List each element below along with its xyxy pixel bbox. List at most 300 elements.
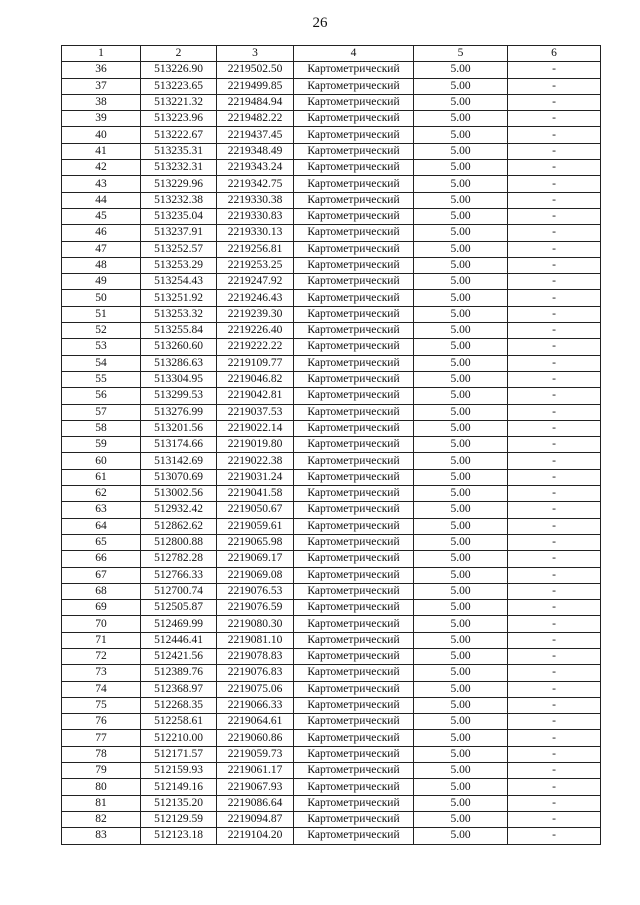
table-body	[62, 46, 601, 845]
x-coordinate-cell: 513201.56	[141, 420, 217, 436]
x-coordinate-cell: 512421.56	[141, 648, 217, 664]
accuracy-cell: 5.00	[414, 339, 508, 355]
y-coordinate-cell: 2219075.06	[217, 681, 294, 697]
table-row	[62, 763, 601, 779]
method-cell: Картометрический	[294, 763, 414, 779]
method-cell: Картометрический	[294, 567, 414, 583]
accuracy-cell: 5.00	[414, 143, 508, 159]
x-coordinate-cell: 512171.57	[141, 746, 217, 762]
description-cell: -	[508, 779, 601, 795]
method-cell: Картометрический	[294, 208, 414, 224]
y-coordinate-cell: 2219061.17	[217, 763, 294, 779]
accuracy-cell: 5.00	[414, 828, 508, 844]
method-cell: Картометрический	[294, 176, 414, 192]
x-coordinate-cell: 513229.96	[141, 176, 217, 192]
table-row	[62, 420, 601, 436]
x-coordinate-cell: 513232.31	[141, 160, 217, 176]
description-cell: -	[508, 600, 601, 616]
point-number-cell: 56	[62, 388, 141, 404]
description-cell: -	[508, 371, 601, 387]
accuracy-cell: 5.00	[414, 274, 508, 290]
point-number-cell: 80	[62, 779, 141, 795]
method-cell: Картометрический	[294, 665, 414, 681]
accuracy-cell: 5.00	[414, 502, 508, 518]
y-coordinate-cell: 2219239.30	[217, 306, 294, 322]
point-number-cell: 64	[62, 518, 141, 534]
point-number-cell: 50	[62, 290, 141, 306]
accuracy-cell: 5.00	[414, 469, 508, 485]
table-row	[62, 225, 601, 241]
y-coordinate-cell: 2219069.08	[217, 567, 294, 583]
x-coordinate-cell: 512800.88	[141, 534, 217, 550]
accuracy-cell: 5.00	[414, 486, 508, 502]
point-number-cell: 47	[62, 241, 141, 257]
description-cell: -	[508, 648, 601, 664]
x-coordinate-cell: 512368.97	[141, 681, 217, 697]
y-coordinate-cell: 2219076.53	[217, 583, 294, 599]
description-cell: -	[508, 274, 601, 290]
point-number-cell: 59	[62, 437, 141, 453]
table-row	[62, 192, 601, 208]
accuracy-cell: 5.00	[414, 241, 508, 257]
x-coordinate-cell: 513235.31	[141, 143, 217, 159]
description-cell: -	[508, 127, 601, 143]
method-cell: Картометрический	[294, 290, 414, 306]
x-coordinate-cell: 513235.04	[141, 208, 217, 224]
x-coordinate-cell: 513252.57	[141, 241, 217, 257]
table-row	[62, 160, 601, 176]
y-coordinate-cell: 2219482.22	[217, 111, 294, 127]
point-number-cell: 55	[62, 371, 141, 387]
description-cell: -	[508, 486, 601, 502]
description-cell: -	[508, 795, 601, 811]
table-row	[62, 143, 601, 159]
table-row	[62, 697, 601, 713]
point-number-cell: 40	[62, 127, 141, 143]
point-number-cell: 38	[62, 94, 141, 110]
accuracy-cell: 5.00	[414, 600, 508, 616]
table-row	[62, 453, 601, 469]
table-row	[62, 583, 601, 599]
description-cell: -	[508, 534, 601, 550]
x-coordinate-cell: 513286.63	[141, 355, 217, 371]
point-number-cell: 72	[62, 648, 141, 664]
x-coordinate-cell: 513299.53	[141, 388, 217, 404]
point-number-cell: 61	[62, 469, 141, 485]
accuracy-cell: 5.00	[414, 323, 508, 339]
accuracy-cell: 5.00	[414, 192, 508, 208]
table-row	[62, 241, 601, 257]
method-cell: Картометрический	[294, 828, 414, 844]
point-number-cell: 44	[62, 192, 141, 208]
point-number-cell: 67	[62, 567, 141, 583]
method-cell: Картометрический	[294, 534, 414, 550]
method-cell: Картометрический	[294, 62, 414, 78]
table-row	[62, 274, 601, 290]
x-coordinate-cell: 512129.59	[141, 811, 217, 827]
method-cell: Картометрический	[294, 94, 414, 110]
x-coordinate-cell: 512149.16	[141, 779, 217, 795]
x-coordinate-cell: 513260.60	[141, 339, 217, 355]
point-number-cell: 66	[62, 551, 141, 567]
coordinates-table	[61, 45, 601, 845]
point-number-cell: 48	[62, 257, 141, 273]
point-number-cell: 70	[62, 616, 141, 632]
point-number-cell: 39	[62, 111, 141, 127]
header-cell-5: 5	[414, 46, 508, 62]
point-number-cell: 43	[62, 176, 141, 192]
description-cell: -	[508, 746, 601, 762]
description-cell: -	[508, 828, 601, 844]
accuracy-cell: 5.00	[414, 453, 508, 469]
point-number-cell: 52	[62, 323, 141, 339]
description-cell: -	[508, 665, 601, 681]
y-coordinate-cell: 2219022.38	[217, 453, 294, 469]
accuracy-cell: 5.00	[414, 404, 508, 420]
point-number-cell: 75	[62, 697, 141, 713]
table-row	[62, 437, 601, 453]
y-coordinate-cell: 2219222.22	[217, 339, 294, 355]
point-number-cell: 46	[62, 225, 141, 241]
table-row	[62, 714, 601, 730]
point-number-cell: 79	[62, 763, 141, 779]
table-row	[62, 127, 601, 143]
method-cell: Картометрический	[294, 355, 414, 371]
x-coordinate-cell: 512505.87	[141, 600, 217, 616]
table-row	[62, 567, 601, 583]
method-cell: Картометрический	[294, 323, 414, 339]
y-coordinate-cell: 2219484.94	[217, 94, 294, 110]
header-cell-1: 1	[62, 46, 141, 62]
y-coordinate-cell: 2219066.33	[217, 697, 294, 713]
accuracy-cell: 5.00	[414, 78, 508, 94]
accuracy-cell: 5.00	[414, 551, 508, 567]
accuracy-cell: 5.00	[414, 160, 508, 176]
method-cell: Картометрический	[294, 632, 414, 648]
x-coordinate-cell: 512159.93	[141, 763, 217, 779]
description-cell: -	[508, 404, 601, 420]
y-coordinate-cell: 2219050.67	[217, 502, 294, 518]
accuracy-cell: 5.00	[414, 420, 508, 436]
x-coordinate-cell: 513070.69	[141, 469, 217, 485]
accuracy-cell: 5.00	[414, 763, 508, 779]
point-number-cell: 77	[62, 730, 141, 746]
x-coordinate-cell: 512469.99	[141, 616, 217, 632]
accuracy-cell: 5.00	[414, 746, 508, 762]
description-cell: -	[508, 551, 601, 567]
accuracy-cell: 5.00	[414, 518, 508, 534]
accuracy-cell: 5.00	[414, 779, 508, 795]
method-cell: Картометрический	[294, 225, 414, 241]
table-row	[62, 828, 601, 844]
y-coordinate-cell: 2219086.64	[217, 795, 294, 811]
x-coordinate-cell: 513253.29	[141, 257, 217, 273]
description-cell: -	[508, 420, 601, 436]
point-number-cell: 45	[62, 208, 141, 224]
table-row	[62, 469, 601, 485]
point-number-cell: 82	[62, 811, 141, 827]
description-cell: -	[508, 339, 601, 355]
y-coordinate-cell: 2219247.92	[217, 274, 294, 290]
point-number-cell: 74	[62, 681, 141, 697]
table-row	[62, 534, 601, 550]
description-cell: -	[508, 257, 601, 273]
table-row	[62, 208, 601, 224]
description-cell: -	[508, 78, 601, 94]
method-cell: Картометрический	[294, 714, 414, 730]
x-coordinate-cell: 512766.33	[141, 567, 217, 583]
method-cell: Картометрический	[294, 339, 414, 355]
y-coordinate-cell: 2219042.81	[217, 388, 294, 404]
description-cell: -	[508, 111, 601, 127]
table-row	[62, 600, 601, 616]
x-coordinate-cell: 513251.92	[141, 290, 217, 306]
y-coordinate-cell: 2219330.83	[217, 208, 294, 224]
description-cell: -	[508, 62, 601, 78]
y-coordinate-cell: 2219046.82	[217, 371, 294, 387]
header-cell-4: 4	[294, 46, 414, 62]
y-coordinate-cell: 2219330.13	[217, 225, 294, 241]
x-coordinate-cell: 513221.32	[141, 94, 217, 110]
x-coordinate-cell: 512446.41	[141, 632, 217, 648]
x-coordinate-cell: 513223.65	[141, 78, 217, 94]
point-number-cell: 62	[62, 486, 141, 502]
x-coordinate-cell: 512782.28	[141, 551, 217, 567]
accuracy-cell: 5.00	[414, 616, 508, 632]
x-coordinate-cell: 513237.91	[141, 225, 217, 241]
x-coordinate-cell: 512268.35	[141, 697, 217, 713]
description-cell: -	[508, 616, 601, 632]
description-cell: -	[508, 208, 601, 224]
accuracy-cell: 5.00	[414, 583, 508, 599]
point-number-cell: 42	[62, 160, 141, 176]
point-number-cell: 60	[62, 453, 141, 469]
accuracy-cell: 5.00	[414, 437, 508, 453]
y-coordinate-cell: 2219343.24	[217, 160, 294, 176]
accuracy-cell: 5.00	[414, 371, 508, 387]
x-coordinate-cell: 512700.74	[141, 583, 217, 599]
table-row	[62, 388, 601, 404]
y-coordinate-cell: 2219031.24	[217, 469, 294, 485]
point-number-cell: 41	[62, 143, 141, 159]
y-coordinate-cell: 2219094.87	[217, 811, 294, 827]
description-cell: -	[508, 176, 601, 192]
description-cell: -	[508, 502, 601, 518]
accuracy-cell: 5.00	[414, 534, 508, 550]
description-cell: -	[508, 160, 601, 176]
method-cell: Картометрический	[294, 600, 414, 616]
description-cell: -	[508, 811, 601, 827]
point-number-cell: 37	[62, 78, 141, 94]
table-row	[62, 371, 601, 387]
y-coordinate-cell: 2219064.61	[217, 714, 294, 730]
method-cell: Картометрический	[294, 453, 414, 469]
accuracy-cell: 5.00	[414, 62, 508, 78]
description-cell: -	[508, 388, 601, 404]
method-cell: Картометрический	[294, 388, 414, 404]
method-cell: Картометрический	[294, 371, 414, 387]
method-cell: Картометрический	[294, 648, 414, 664]
description-cell: -	[508, 241, 601, 257]
y-coordinate-cell: 2219437.45	[217, 127, 294, 143]
point-number-cell: 81	[62, 795, 141, 811]
method-cell: Картометрический	[294, 192, 414, 208]
description-cell: -	[508, 453, 601, 469]
method-cell: Картометрический	[294, 795, 414, 811]
point-number-cell: 69	[62, 600, 141, 616]
x-coordinate-cell: 512123.18	[141, 828, 217, 844]
accuracy-cell: 5.00	[414, 355, 508, 371]
method-cell: Картометрический	[294, 78, 414, 94]
description-cell: -	[508, 714, 601, 730]
table-row	[62, 94, 601, 110]
point-number-cell: 53	[62, 339, 141, 355]
table-row	[62, 323, 601, 339]
page-number: 26	[312, 15, 328, 31]
x-coordinate-cell: 512258.61	[141, 714, 217, 730]
point-number-cell: 36	[62, 62, 141, 78]
x-coordinate-cell: 513002.56	[141, 486, 217, 502]
table-row	[62, 502, 601, 518]
description-cell: -	[508, 143, 601, 159]
y-coordinate-cell: 2219076.59	[217, 600, 294, 616]
table-row	[62, 616, 601, 632]
header-cell-6: 6	[508, 46, 601, 62]
x-coordinate-cell: 512862.62	[141, 518, 217, 534]
y-coordinate-cell: 2219246.43	[217, 290, 294, 306]
header-cell-3: 3	[217, 46, 294, 62]
table-row	[62, 811, 601, 827]
point-number-cell: 68	[62, 583, 141, 599]
x-coordinate-cell: 513304.95	[141, 371, 217, 387]
point-number-cell: 58	[62, 420, 141, 436]
accuracy-cell: 5.00	[414, 681, 508, 697]
y-coordinate-cell: 2219080.30	[217, 616, 294, 632]
table-row	[62, 681, 601, 697]
description-cell: -	[508, 290, 601, 306]
accuracy-cell: 5.00	[414, 127, 508, 143]
x-coordinate-cell: 513232.38	[141, 192, 217, 208]
y-coordinate-cell: 2219256.81	[217, 241, 294, 257]
accuracy-cell: 5.00	[414, 208, 508, 224]
method-cell: Картометрический	[294, 551, 414, 567]
y-coordinate-cell: 2219502.50	[217, 62, 294, 78]
y-coordinate-cell: 2219059.73	[217, 746, 294, 762]
description-cell: -	[508, 94, 601, 110]
method-cell: Картометрический	[294, 583, 414, 599]
table-row	[62, 257, 601, 273]
point-number-cell: 73	[62, 665, 141, 681]
x-coordinate-cell: 513174.66	[141, 437, 217, 453]
y-coordinate-cell: 2219022.14	[217, 420, 294, 436]
method-cell: Картометрический	[294, 681, 414, 697]
method-cell: Картометрический	[294, 143, 414, 159]
description-cell: -	[508, 355, 601, 371]
x-coordinate-cell: 513223.96	[141, 111, 217, 127]
x-coordinate-cell: 513226.90	[141, 62, 217, 78]
method-cell: Картометрический	[294, 518, 414, 534]
description-cell: -	[508, 469, 601, 485]
accuracy-cell: 5.00	[414, 94, 508, 110]
method-cell: Картометрический	[294, 160, 414, 176]
description-cell: -	[508, 632, 601, 648]
accuracy-cell: 5.00	[414, 567, 508, 583]
y-coordinate-cell: 2219059.61	[217, 518, 294, 534]
table-row	[62, 306, 601, 322]
accuracy-cell: 5.00	[414, 665, 508, 681]
method-cell: Картометрический	[294, 111, 414, 127]
description-cell: -	[508, 225, 601, 241]
description-cell: -	[508, 763, 601, 779]
table-row	[62, 486, 601, 502]
description-cell: -	[508, 306, 601, 322]
x-coordinate-cell: 513253.32	[141, 306, 217, 322]
x-coordinate-cell: 512932.42	[141, 502, 217, 518]
description-cell: -	[508, 192, 601, 208]
y-coordinate-cell: 2219060.86	[217, 730, 294, 746]
table-row	[62, 518, 601, 534]
accuracy-cell: 5.00	[414, 306, 508, 322]
y-coordinate-cell: 2219065.98	[217, 534, 294, 550]
table-row	[62, 795, 601, 811]
accuracy-cell: 5.00	[414, 176, 508, 192]
table-row	[62, 78, 601, 94]
y-coordinate-cell: 2219041.58	[217, 486, 294, 502]
method-cell: Картометрический	[294, 502, 414, 518]
y-coordinate-cell: 2219081.10	[217, 632, 294, 648]
table-row	[62, 355, 601, 371]
table-row	[62, 62, 601, 78]
table-row	[62, 176, 601, 192]
point-number-cell: 49	[62, 274, 141, 290]
y-coordinate-cell: 2219076.83	[217, 665, 294, 681]
y-coordinate-cell: 2219348.49	[217, 143, 294, 159]
method-cell: Картометрический	[294, 469, 414, 485]
y-coordinate-cell: 2219330.38	[217, 192, 294, 208]
y-coordinate-cell: 2219078.83	[217, 648, 294, 664]
accuracy-cell: 5.00	[414, 648, 508, 664]
method-cell: Картометрический	[294, 420, 414, 436]
description-cell: -	[508, 730, 601, 746]
point-number-cell: 71	[62, 632, 141, 648]
accuracy-cell: 5.00	[414, 388, 508, 404]
method-cell: Картометрический	[294, 697, 414, 713]
point-number-cell: 63	[62, 502, 141, 518]
method-cell: Картометрический	[294, 306, 414, 322]
description-cell: -	[508, 681, 601, 697]
method-cell: Картометрический	[294, 811, 414, 827]
table-row	[62, 665, 601, 681]
method-cell: Картометрический	[294, 730, 414, 746]
method-cell: Картометрический	[294, 746, 414, 762]
x-coordinate-cell: 513276.99	[141, 404, 217, 420]
x-coordinate-cell: 513255.84	[141, 323, 217, 339]
point-number-cell: 57	[62, 404, 141, 420]
header-cell-2: 2	[141, 46, 217, 62]
y-coordinate-cell: 2219342.75	[217, 176, 294, 192]
table-row	[62, 746, 601, 762]
description-cell: -	[508, 697, 601, 713]
method-cell: Картометрический	[294, 404, 414, 420]
table-header-row	[62, 46, 601, 62]
x-coordinate-cell: 513254.43	[141, 274, 217, 290]
y-coordinate-cell: 2219226.40	[217, 323, 294, 339]
y-coordinate-cell: 2219069.17	[217, 551, 294, 567]
method-cell: Картометрический	[294, 241, 414, 257]
method-cell: Картометрический	[294, 779, 414, 795]
accuracy-cell: 5.00	[414, 811, 508, 827]
point-number-cell: 54	[62, 355, 141, 371]
